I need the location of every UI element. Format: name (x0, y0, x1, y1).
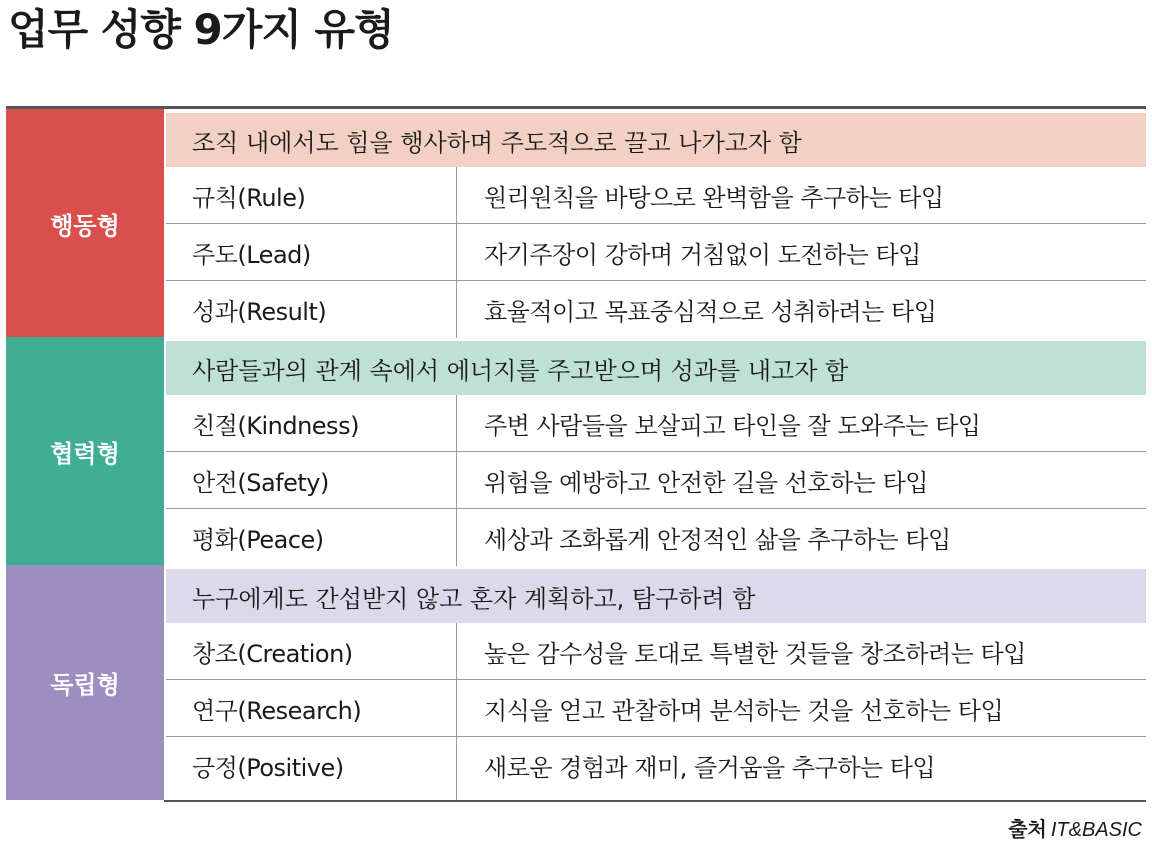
group-cooperation (6, 337, 1146, 565)
table-row (166, 737, 1146, 800)
table-bottom-rule (164, 800, 1146, 802)
group-summary: 누구에게도 간섭받지 않고 혼자 계획하고, 탐구하려 함 (166, 569, 1146, 623)
type-description: 새로운 경험과 재미, 즐거움을 추구하는 타입 (484, 753, 936, 782)
column-divider (456, 224, 457, 280)
table-row (166, 281, 1146, 338)
type-description: 높은 감수성을 토대로 특별한 것들을 창조하려는 타입 (484, 639, 1026, 668)
category-label-action: 행동형 (6, 109, 164, 337)
type-description: 주변 사람들을 보살피고 타인을 잘 도와주는 타입 (484, 411, 981, 440)
source-name: IT&BASIC (1050, 819, 1142, 841)
group-independent (6, 565, 1146, 800)
page-title: 업무 성향 9가지 유형 (8, 5, 394, 54)
type-name: 주도(Lead) (192, 240, 311, 269)
column-divider (456, 737, 457, 800)
column-divider (456, 167, 457, 223)
type-name: 성과(Result) (192, 297, 327, 326)
column-divider (456, 680, 457, 736)
table-row (166, 623, 1146, 680)
type-name: 긍정(Positive) (192, 753, 344, 782)
personality-types-table (6, 106, 1146, 802)
type-name: 평화(Peace) (192, 525, 324, 554)
type-description: 지식을 얻고 관찰하며 분석하는 것을 선호하는 타입 (484, 696, 1004, 725)
type-description: 위험을 예방하고 안전한 길을 선호하는 타입 (484, 468, 928, 497)
column-divider (456, 395, 457, 451)
group-summary: 조직 내에서도 힘을 행사하며 주도적으로 끌고 나가고자 함 (166, 113, 1146, 167)
table-row (166, 452, 1146, 509)
table-row (166, 680, 1146, 737)
table-row (166, 509, 1146, 566)
column-divider (456, 281, 457, 338)
table-row (166, 167, 1146, 224)
type-name: 안전(Safety) (192, 468, 329, 497)
source-credit (1008, 813, 1142, 842)
category-label-independent: 독립형 (6, 565, 164, 800)
type-name: 규칙(Rule) (192, 183, 306, 212)
group-summary: 사람들과의 관계 속에서 에너지를 주고받으며 성과를 내고자 함 (166, 341, 1146, 395)
type-name: 창조(Creation) (192, 639, 353, 668)
column-divider (456, 623, 457, 679)
type-description: 세상과 조화롭게 안정적인 삶을 추구하는 타입 (484, 525, 951, 554)
type-name: 연구(Research) (192, 696, 362, 725)
table-row (166, 395, 1146, 452)
column-divider (456, 509, 457, 566)
column-divider (456, 452, 457, 508)
type-description: 자기주장이 강하며 거침없이 도전하는 타입 (484, 240, 921, 269)
group-action (6, 109, 1146, 337)
type-name: 친절(Kindness) (192, 411, 359, 440)
type-description: 효율적이고 목표중심적으로 성취하려는 타입 (484, 297, 937, 326)
table-row (166, 224, 1146, 281)
type-description: 원리원칙을 바탕으로 완벽함을 추구하는 타입 (484, 183, 944, 212)
source-label: 출처 (1008, 817, 1047, 841)
category-label-cooperation: 협력형 (6, 337, 164, 565)
